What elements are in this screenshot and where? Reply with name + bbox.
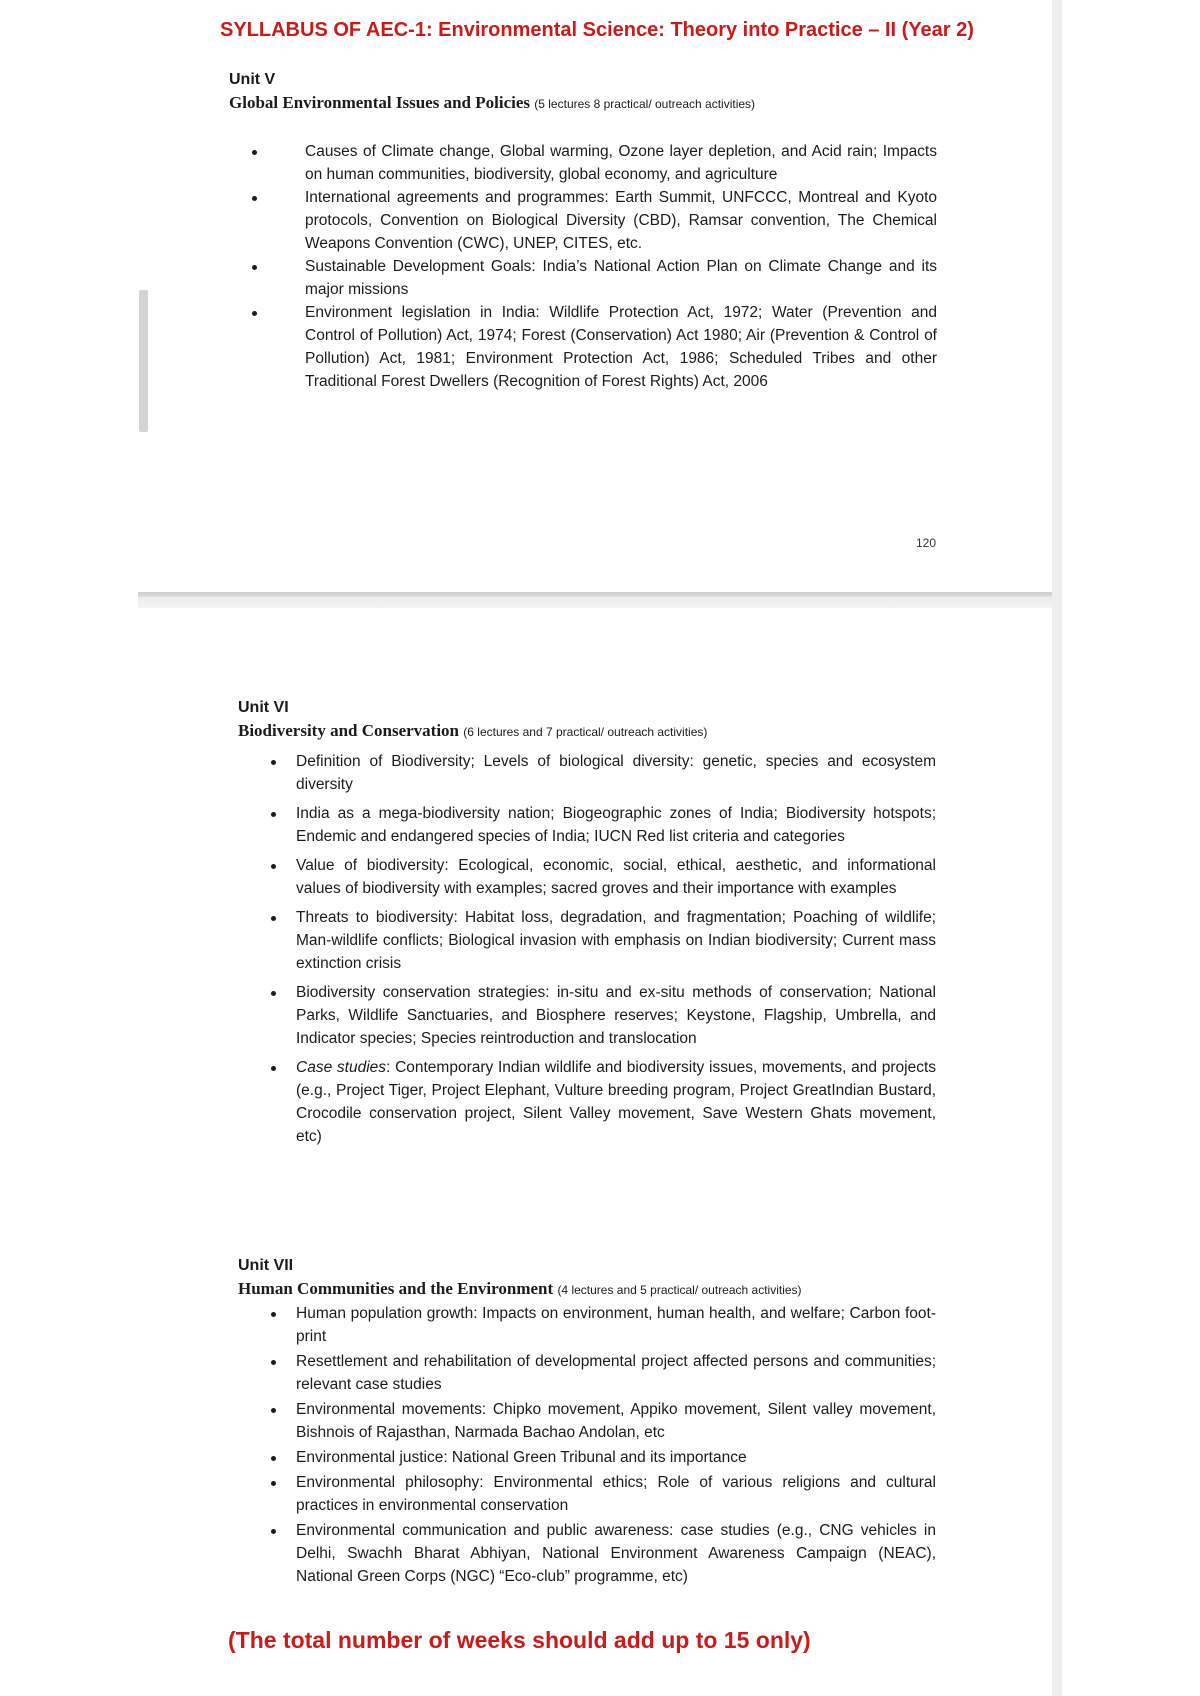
footer-note: (The total number of weeks should add up to 15 only) (228, 1627, 811, 1653)
list-item (296, 1350, 936, 1396)
bullet-icon (271, 760, 276, 765)
unit-meta: (5 lectures 8 practical/ outreach activities) (534, 97, 756, 111)
list-item (296, 1302, 936, 1348)
list-item-text: Environment legislation in India: Wildlife Protection Act, 1972; Water (Prevention and Control of Pollution) Act, 1974; Forest (Conservation) Act 1980; Air (Prevention & Control of Pollution) Act, 1981; Environment Protection Act, 1986; Scheduled Tribes and other Traditional Forest Dwellers (Recognition of Forest Rights) Act, 2006 (305, 304, 937, 390)
list-item-text: India as a mega-biodiversity nation; Biogeographic zones of India; Biodiversity hotspots; Endemic and endangered species of India; IUCN Red list criteria and categories (296, 805, 936, 845)
unit-label: Unit VII (238, 1257, 294, 1274)
list-item-text: International agreements and programmes: Earth Summit, UNFCCC, Montreal and Kyoto protocols, Convention on Biological Diversity (CBD), Ramsar convention, The Chemical Weapons Convention (CWC), UNEP, CITES, etc. (305, 189, 937, 252)
list-item (296, 750, 936, 796)
unit-topic-list (305, 140, 937, 393)
list-item-text: Environmental communication and public awareness: case studies (e.g., CNG vehicles in Delhi, Swachh Bharat Abhiyan, National Environment Awareness Campaign (NEAC), National Green Corps (NGC) “Eco-club” programme, etc) (296, 1522, 936, 1585)
bullet-icon (252, 311, 257, 316)
bullet-icon (271, 916, 276, 921)
bullet-icon (271, 991, 276, 996)
list-item (296, 906, 936, 975)
list-item-text: Causes of Climate change, Global warming, Ozone layer depletion, and Acid rain; Impacts on human communities, biodiversity, global economy, and agriculture (305, 143, 937, 183)
list-item (305, 301, 937, 393)
list-item (296, 1519, 936, 1588)
case-studies-lead: Case studies (296, 1059, 387, 1076)
list-item-text: Definition of Biodiversity; Levels of biological diversity: genetic, species and ecosystem diversity (296, 753, 936, 793)
bullet-icon (271, 1456, 276, 1461)
bullet-icon (271, 812, 276, 817)
unit-heading (238, 721, 707, 741)
unit-title: Biodiversity and Conservation (238, 721, 460, 740)
list-item (296, 854, 936, 900)
list-item-text: : Contemporary Indian wildlife and biodiversity issues, movements, and projects (e.g., Project Tiger, Project Elephant, Vulture breeding program, Project GreatIndian Bustard, Crocodile conservation project, Silent Valley movement, Save Western Ghats movement, etc) (296, 1059, 937, 1145)
list-item-text: Threats to biodiversity: Habitat loss, degradation, and fragmentation; Poaching of wildlife; Man-wildlife conflicts; Biological invasion with emphasis on Indian biodiversity; Current mass extinction crisis (296, 909, 936, 972)
list-item (296, 1056, 936, 1148)
bullet-icon (271, 1529, 276, 1534)
list-item (305, 255, 937, 301)
bullet-icon (271, 864, 276, 869)
unit-topic-list (296, 1302, 936, 1590)
bullet-icon (252, 150, 257, 155)
scrollbar-thumb[interactable] (139, 290, 148, 432)
list-item (296, 1398, 936, 1444)
bullet-icon (271, 1481, 276, 1486)
list-item-text: Resettlement and rehabilitation of developmental project affected persons and communities; relevant case studies (296, 1353, 936, 1393)
bullet-icon (271, 1312, 276, 1317)
list-item-text: Human population growth: Impacts on environment, human health, and welfare; Carbon foot-print (296, 1305, 936, 1345)
unit-topic-list (296, 750, 936, 1154)
page-separator (138, 592, 1052, 608)
bullet-icon (271, 1066, 276, 1071)
page-number: 120 (916, 536, 937, 550)
list-item (296, 1446, 936, 1469)
unit-title: Human Communities and the Environment (238, 1279, 554, 1298)
list-item (296, 981, 936, 1050)
list-item-text: Sustainable Development Goals: India’s National Action Plan on Climate Change and its major missions (305, 258, 937, 298)
bullet-icon (252, 265, 257, 270)
unit-label: Unit VI (238, 699, 289, 716)
unit-meta: (6 lectures and 7 practical/ outreach activities) (463, 725, 708, 739)
list-item-text: Value of biodiversity: Ecological, economic, social, ethical, aesthetic, and informational values of biodiversity with examples; sacred groves and their importance with examples (296, 857, 936, 897)
unit-meta: (4 lectures and 5 practical/ outreach activities) (557, 1283, 802, 1297)
unit-heading (238, 1279, 802, 1299)
list-item (296, 802, 936, 848)
unit-label: Unit V (229, 71, 276, 88)
bullet-icon (271, 1360, 276, 1365)
bullet-icon (252, 196, 257, 201)
list-item (305, 140, 937, 186)
list-item (296, 1471, 936, 1517)
page-title: SYLLABUS OF AEC-1: Environmental Science: Theory into Practice – II (Year 2) (220, 19, 974, 41)
list-item-text: Environmental movements: Chipko movement, Appiko movement, Silent valley movement, Bishnois of Rajasthan, Narmada Bachao Andolan, etc (296, 1401, 936, 1441)
list-item (305, 186, 937, 255)
page-edge (1052, 0, 1062, 1696)
unit-title: Global Environmental Issues and Policies (229, 93, 531, 112)
list-item-text: Environmental justice: National Green Tribunal and its importance (296, 1449, 747, 1466)
list-item-text: Environmental philosophy: Environmental ethics; Role of various religions and cultural practices in environmental conservation (296, 1474, 936, 1514)
bullet-icon (271, 1408, 276, 1413)
list-item-text: Biodiversity conservation strategies: in-situ and ex-situ methods of conservation; National Parks, Wildlife Sanctuaries, and Biosphere reserves; Keystone, Flagship, Umbrella, and Indicator species; Species reintroduction and translocation (296, 984, 936, 1047)
unit-heading (229, 93, 755, 113)
